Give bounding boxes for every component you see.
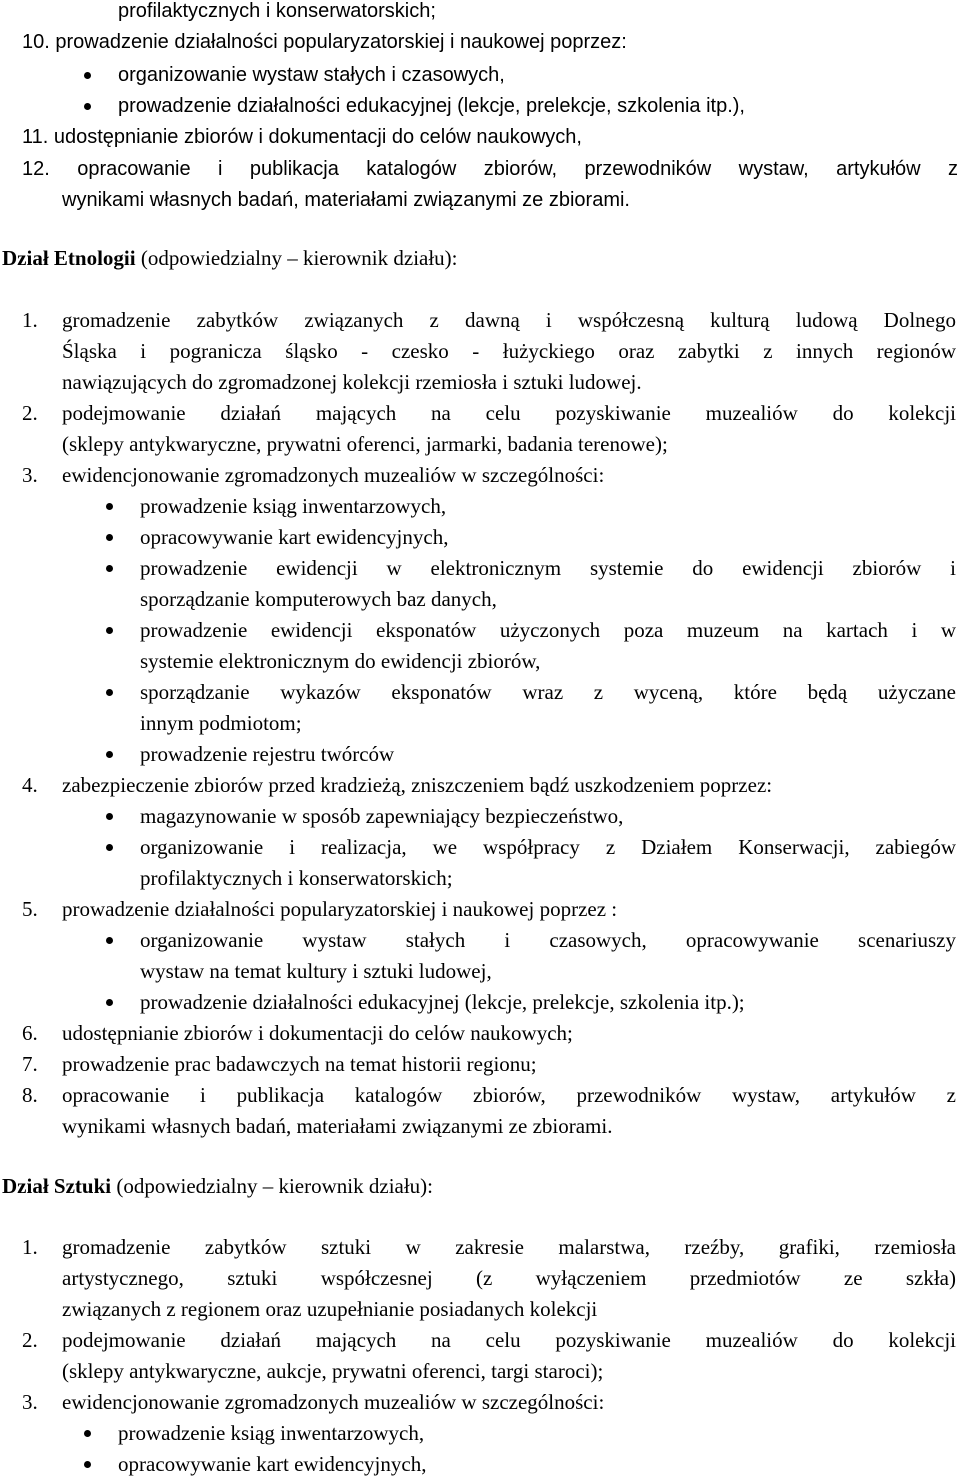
list-number: 6.: [22, 1021, 38, 1045]
text-line: ewidencjonowanie zgromadzonych muzealiów w szczególności:: [62, 1390, 605, 1414]
text-line: ewidencjonowanie zgromadzonych muzealiów w szczególności:: [62, 463, 605, 487]
bullet-item: opracowywanie kart ewidencyjnych,: [140, 525, 449, 549]
text-line: podejmowanie działań mających na celu pozyskiwanie muzealiów do kolekcji: [62, 1328, 956, 1352]
list-number: 4.: [22, 773, 38, 797]
bullet-item: sporządzanie wykazów eksponatów wraz z wyceną, które będą użyczane: [140, 680, 956, 704]
text-line: związanych z regionem oraz uzupełnianie posiadanych kolekcji: [62, 1297, 598, 1321]
text-line: gromadzenie zabytków sztuki w zakresie malarstwa, rzeźby, grafiki, rzemiosła: [62, 1235, 956, 1259]
heading-bold: Dział Etnologii: [2, 246, 136, 270]
heading-rest: (odpowiedzialny – kierownik działu):: [135, 246, 458, 270]
list-number: 8.: [22, 1083, 38, 1107]
text-line: wystaw na temat kultury i sztuki ludowej,: [140, 959, 492, 983]
text-line: systemie elektronicznym do ewidencji zbiorów,: [140, 649, 541, 673]
text-line: prowadzenie działalności popularyzatorskiej i naukowej poprzez :: [62, 897, 618, 921]
text-line: artystycznego, sztuki współczesnej (z wyłączeniem przedmiotów ze szkła): [62, 1266, 956, 1290]
list-item-10: 10. prowadzenie działalności popularyzatorskiej i naukowej poprzez:: [22, 31, 627, 53]
bullet-item: prowadzenie ewidencji w elektronicznym systemie do ewidencji zbiorów i: [140, 556, 956, 580]
heading-rest: (odpowiedzialny – kierownik działu):: [111, 1174, 434, 1198]
list-number: 3.: [22, 463, 38, 487]
list-item-12: 12. opracowanie i publikacja katalogów zbiorów, przewodników wystaw, artykułów z: [22, 158, 958, 180]
list-item-11: 11. udostępnianie zbiorów i dokumentacji do celów naukowych,: [22, 126, 582, 148]
text-line: opracowanie i publikacja katalogów zbiorów, przewodników wystaw, artykułów z: [62, 1083, 956, 1107]
text-line: (sklepy antykwaryczne, aukcje, prywatni oferenci, targi staroci);: [62, 1359, 604, 1383]
text-line: wynikami własnych badań, materiałami związanymi ze zbiorami.: [62, 189, 630, 211]
text-line: nawiązujących do zgromadzonej kolekcji rzemiosła i sztuki ludowej.: [62, 370, 642, 394]
bullet-item: prowadzenie ewidencji eksponatów użyczonych poza muzeum na kartach i w: [140, 618, 956, 642]
list-number: 3.: [22, 1390, 38, 1414]
bullet-item: prowadzenie ksiąg inwentarzowych,: [118, 1421, 425, 1445]
bullet-item: opracowywanie kart ewidencyjnych,: [118, 1452, 427, 1476]
bullet-item: prowadzenie działalności edukacyjnej (lekcje, prelekcje, szkolenia itp.),: [118, 95, 745, 117]
bullet-item: prowadzenie ksiąg inwentarzowych,: [140, 494, 447, 518]
bullet-item: prowadzenie rejestru twórców: [140, 742, 395, 766]
list-number: 1.: [22, 308, 38, 332]
text-line: zabezpieczenie zbiorów przed kradzieżą, zniszczeniem bądź uszkodzeniem poprzez:: [62, 773, 773, 797]
text-line: (sklepy antykwaryczne, prywatni oferenci, jarmarki, badania terenowe);: [62, 432, 668, 456]
heading-bold: Dział Sztuki: [2, 1174, 112, 1198]
list-number: 1.: [22, 1235, 38, 1259]
text-line: sporządzanie komputerowych baz danych,: [140, 587, 497, 611]
bullet-item: prowadzenie działalności edukacyjnej (lekcje, prelekcje, szkolenia itp.);: [140, 990, 745, 1014]
bullet-item: organizowanie wystaw stałych i czasowych,: [118, 64, 505, 86]
bullet-item: organizowanie wystaw stałych i czasowych, opracowywanie scenariuszy: [140, 928, 956, 952]
text-line: udostępnianie zbiorów i dokumentacji do celów naukowych;: [62, 1021, 573, 1045]
text-line: Śląska i pogranicza śląsko - czesko - łużyckiego oraz zabytki z innych regionów: [62, 339, 956, 363]
text-line: wynikami własnych badań, materiałami związanymi ze zbiorami.: [62, 1114, 613, 1138]
bullet-item: organizowanie i realizacja, we współpracy z Działem Konserwacji, zabiegów: [140, 835, 956, 859]
section-heading-etnologia: [2, 245, 458, 271]
list-number: 2.: [22, 401, 38, 425]
text-line: profilaktycznych i konserwatorskich;: [140, 866, 453, 890]
text-line: prowadzenie prac badawczych na temat historii regionu;: [62, 1052, 537, 1076]
text-line: profilaktycznych i konserwatorskich;: [118, 0, 436, 22]
text-line: innym podmiotom;: [140, 711, 302, 735]
text-line: podejmowanie działań mających na celu pozyskiwanie muzealiów do kolekcji: [62, 401, 956, 425]
section-heading-sztuka: [2, 1173, 433, 1199]
list-number: 5.: [22, 897, 38, 921]
list-number: 2.: [22, 1328, 38, 1352]
bullet-item: magazynowanie w sposób zapewniający bezpieczeństwo,: [140, 804, 624, 828]
list-number: 7.: [22, 1052, 38, 1076]
text-line: gromadzenie zabytków związanych z dawną i współczesną kulturą ludową Dolnego: [62, 308, 956, 332]
